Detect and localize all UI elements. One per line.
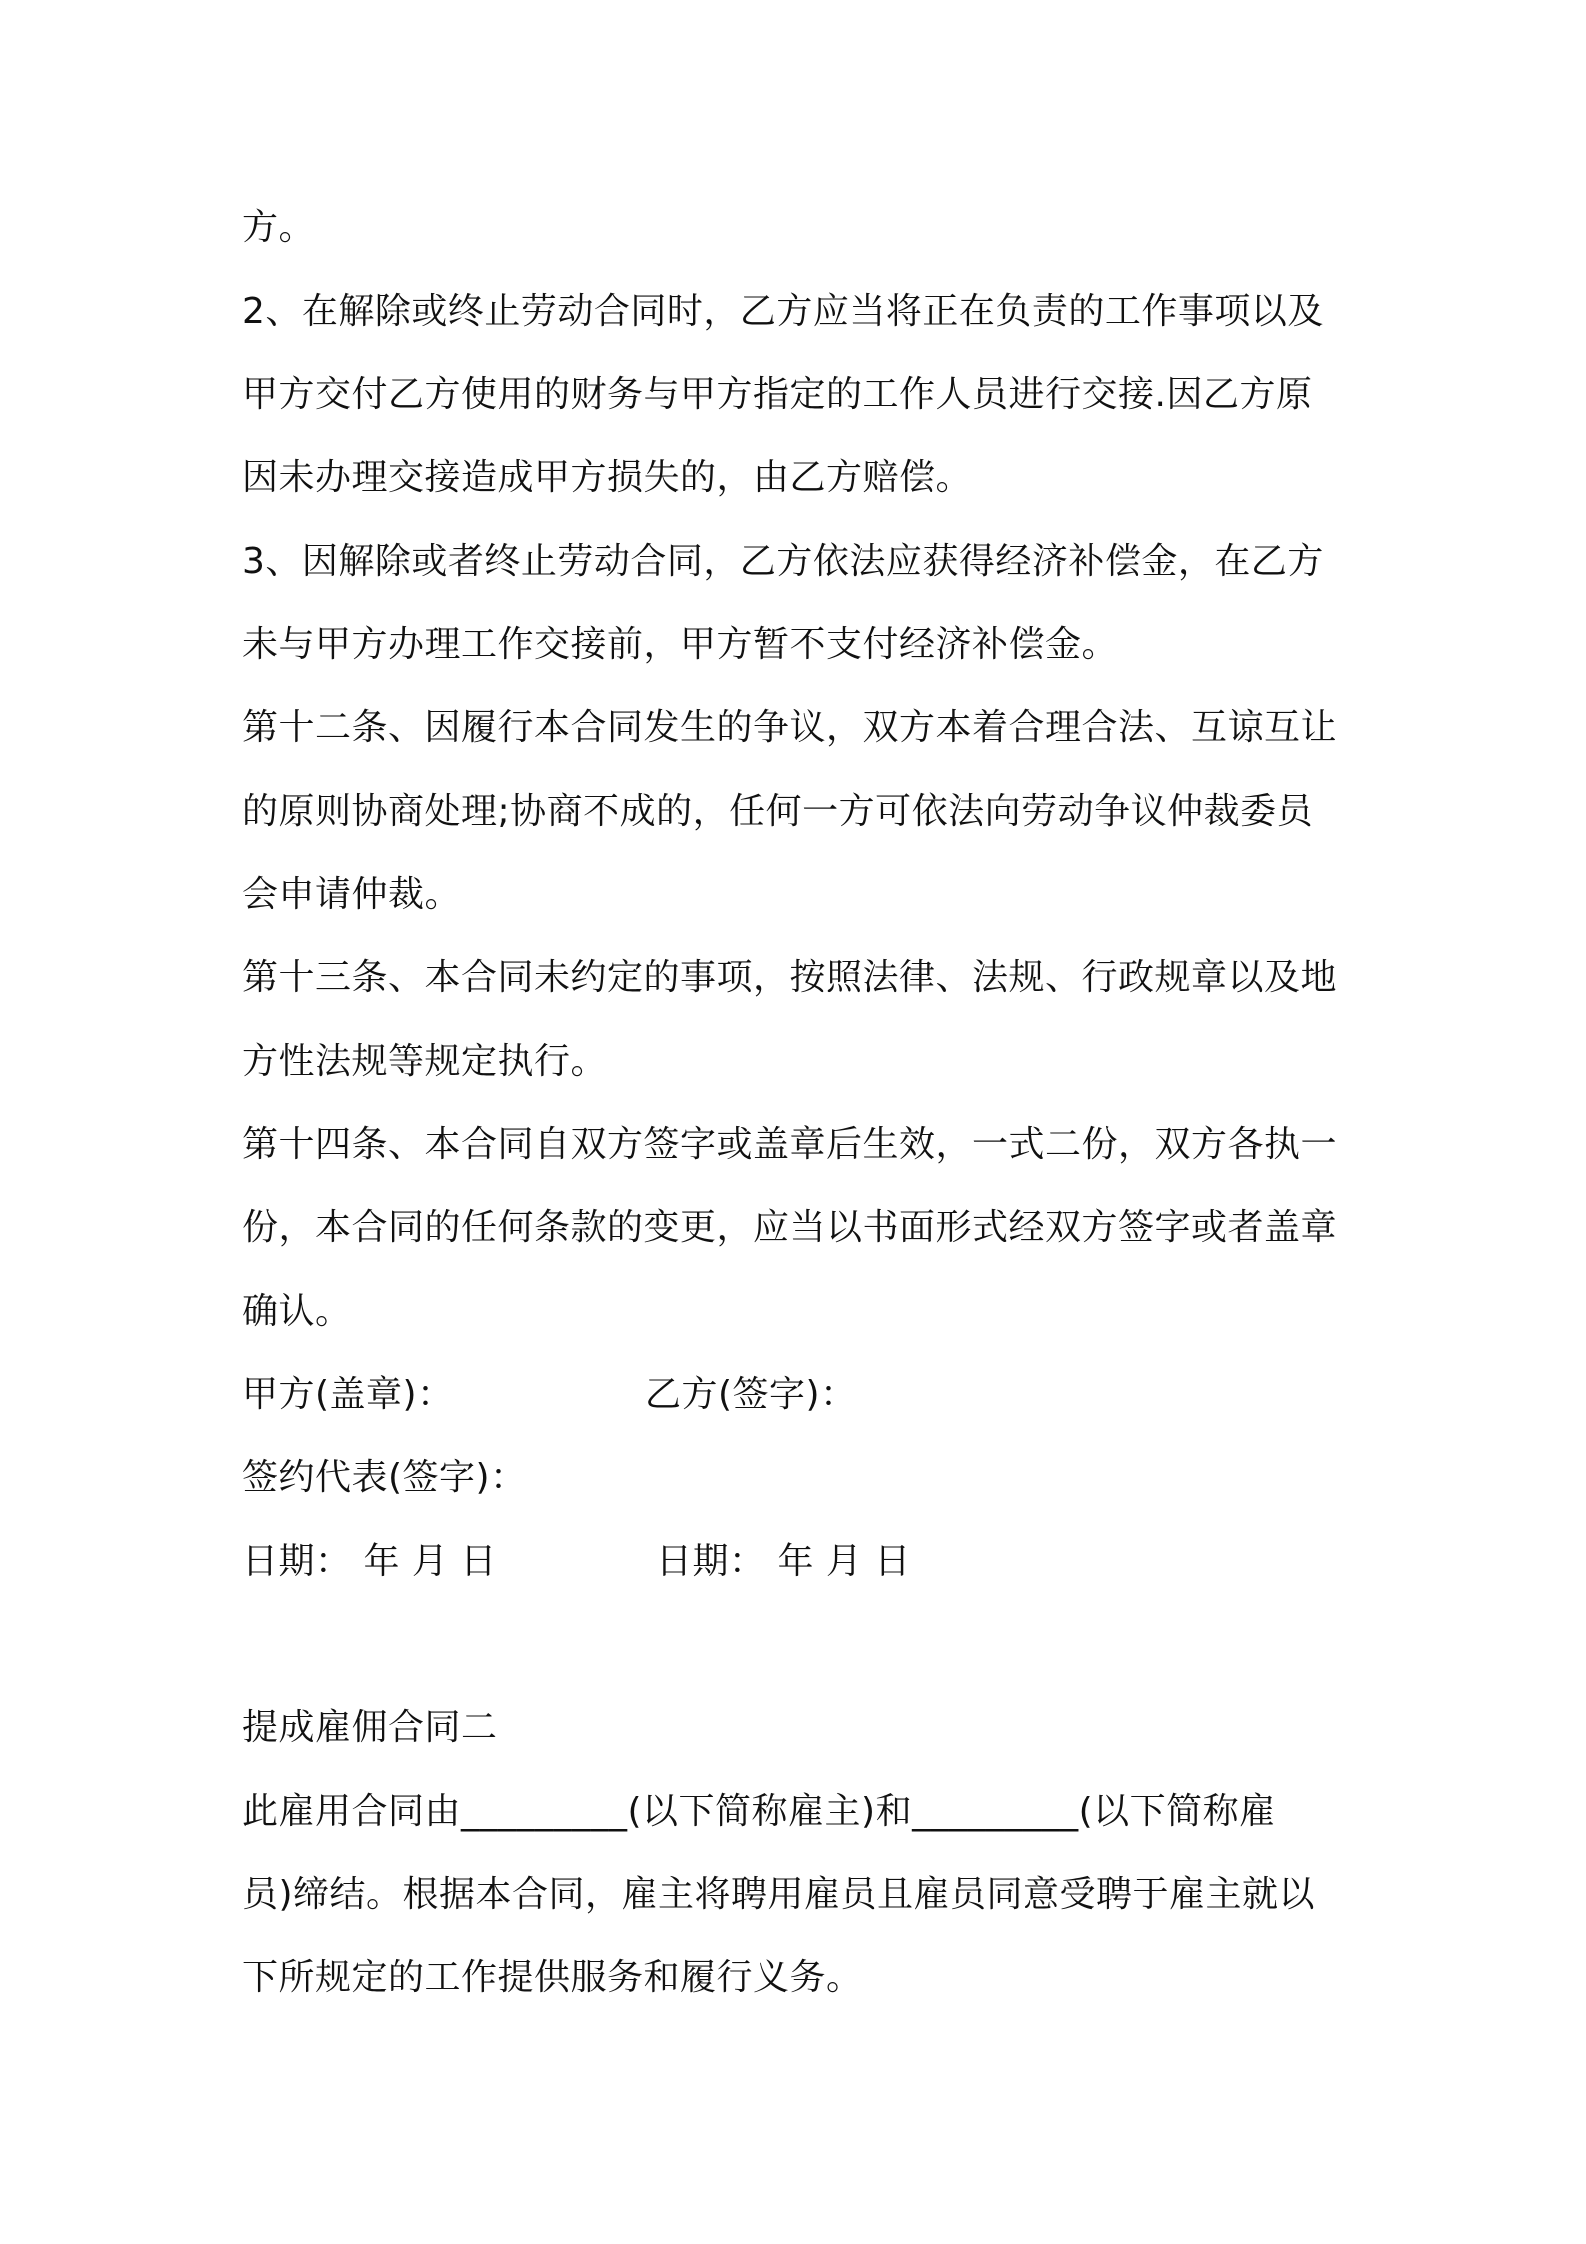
clause-text-line: 甲方交付乙方使用的财务与甲方指定的工作人员进行交接.因乙方原 (242, 374, 1313, 415)
clause-text-line: 未与甲方办理工作交接前，甲方暂不支付经济补偿金。 (242, 624, 1119, 665)
clause-text-line: 因未办理交接造成甲方损失的，由乙方赔偿。 (242, 457, 973, 498)
clause-text-line: 方。 (242, 207, 316, 248)
clause-text-line: 确认。 (242, 1291, 352, 1332)
party-b-sign-label: 乙方(签字)： (645, 1374, 857, 1415)
clause-text-line: 方性法规等规定执行。 (242, 1041, 608, 1082)
clause-text-line: 会申请仲裁。 (242, 874, 462, 915)
party-b-date-label: 日期： 年 月 日 (656, 1541, 911, 1582)
clause-text-line: 第十三条、本合同未约定的事项，按照法律、法规、行政规章以及地 (242, 957, 1338, 998)
representative-sign-label: 签约代表(签字)： (242, 1457, 527, 1498)
clause-text-line: 3、因解除或者终止劳动合同，乙方依法应获得经济补偿金，在乙方 (242, 541, 1324, 582)
second-contract-title: 提成雇佣合同二 (242, 1707, 498, 1748)
second-contract-text-line: 员)缔结。根据本合同，雇主将聘用雇员且雇员同意受聘于雇主就以 (242, 1874, 1316, 1915)
clause-text-line: 的原则协商处理;协商不成的，任何一方可依法向劳动争议仲裁委员 (242, 791, 1314, 832)
second-contract-text-line: 此雇用合同由_________(以下简称雇主)和_________(以下简称雇 (242, 1791, 1276, 1832)
clause-text-line: 第十二条、因履行本合同发生的争议，双方本着合理合法、互谅互让 (242, 707, 1338, 748)
clause-text-line: 2、在解除或终止劳动合同时，乙方应当将正在负责的工作事项以及 (242, 291, 1324, 332)
party-a-seal-label: 甲方(盖章)： (242, 1374, 454, 1415)
clause-text-line: 第十四条、本合同自双方签字或盖章后生效，一式二份，双方各执一 (242, 1124, 1338, 1165)
second-contract-text-line: 下所规定的工作提供服务和履行义务。 (242, 1957, 863, 1998)
party-a-date-label: 日期： 年 月 日 (242, 1541, 497, 1582)
clause-text-line: 份，本合同的任何条款的变更，应当以书面形式经双方签字或者盖章 (242, 1207, 1338, 1248)
